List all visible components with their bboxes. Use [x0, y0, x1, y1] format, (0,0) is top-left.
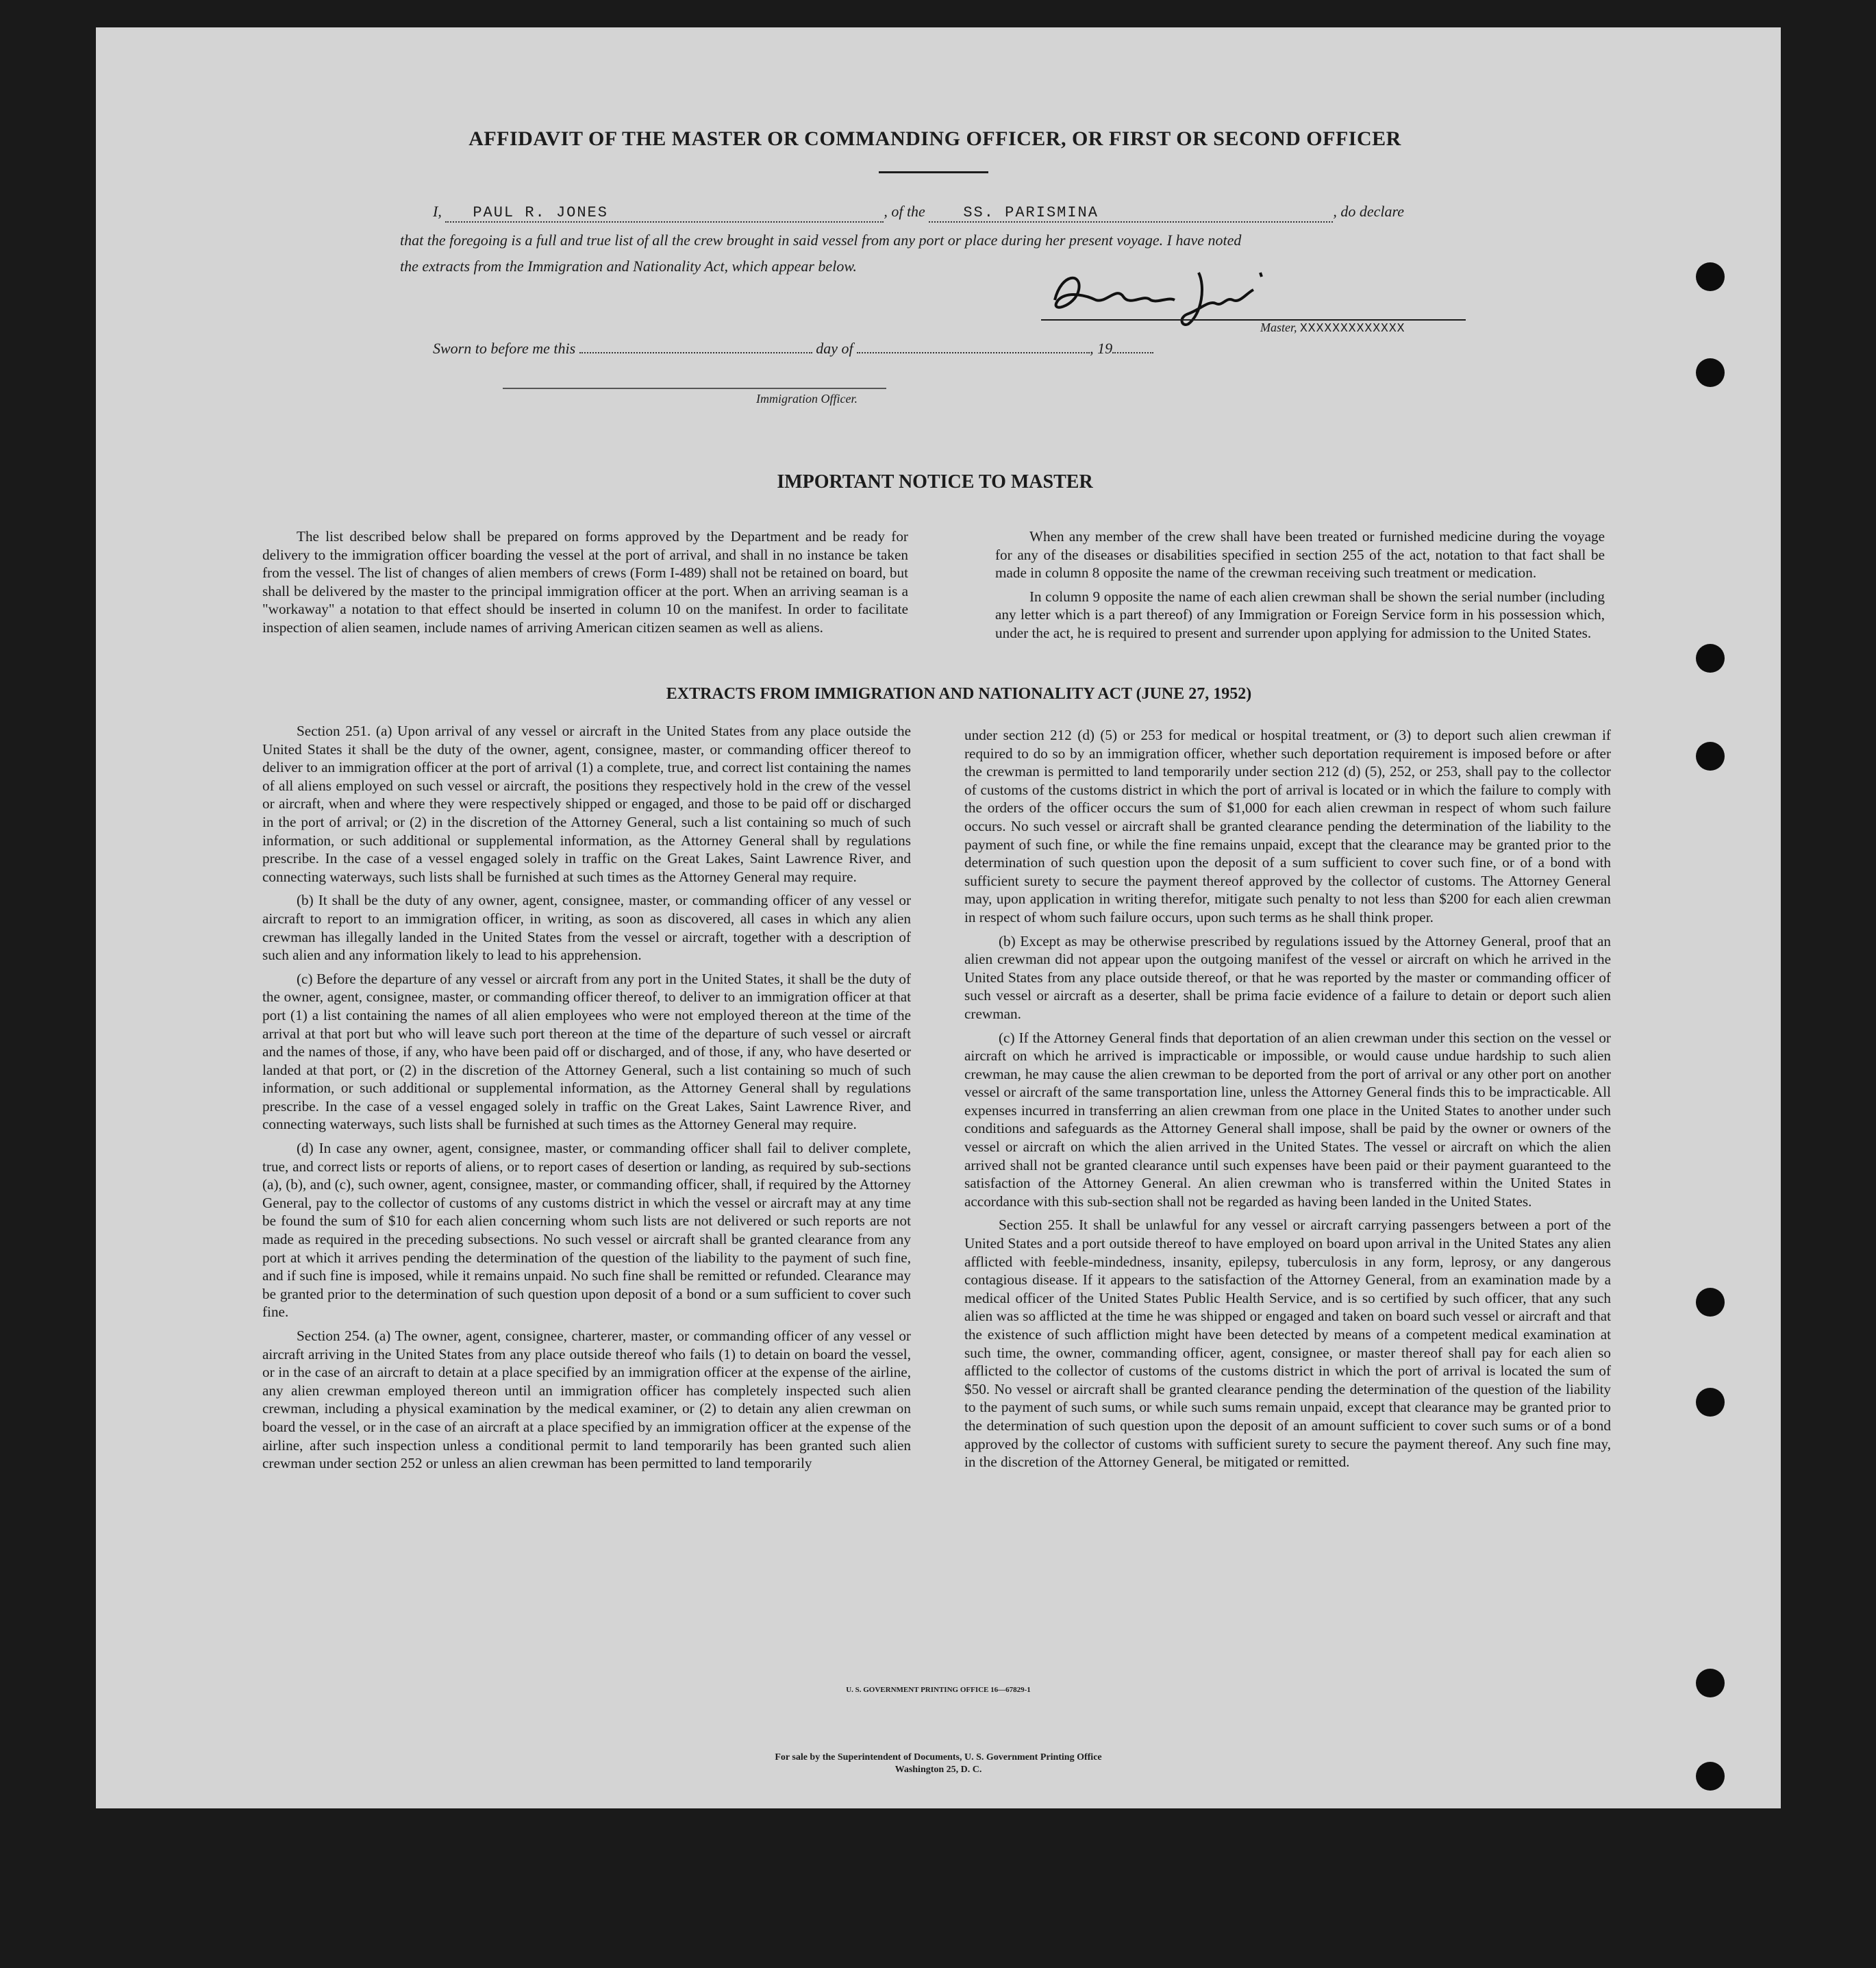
binder-hole: [1696, 358, 1725, 387]
year-label: , 19: [1090, 340, 1113, 357]
affidavit-title: AFFIDAVIT OF THE MASTER OR COMMANDING OFFICER, OR FIRST OR SECOND OFFICER: [468, 127, 1401, 150]
declaration-prefix: I,: [433, 203, 442, 220]
section-254-b: (b) Except as may be otherwise prescribed by regulations issued by the Attorney General, proof that an alien crewman did not appear upon the outgoing manifest of the vessel or aircraft on which he arrived in the United States from any place outside thereof, or that he was reported by the master or commanding officer of such vessel or aircraft as a deserter, shall be prima facie evidence of a failure to detain or deport such alien crewman.: [964, 932, 1611, 1022]
section-255: Section 255. It shall be unlawful for any vessel or aircraft carrying passengers between a port of the United States and a port outside thereof to have employed on board upon arrival in the United States any alien afflicted with feeble-mindedness, insanity, epilepsy, tuberculosis in any form, leprosy, or any dangerous contagious disease. If it appears to the satisfaction of the Attorney General, from an examination made by a medical officer of the United States Public Health Service, and is so certified by such officer, that any such alien was so afflicted at the time he was shipped or engaged and taken on board such vessel or aircraft and that the existence of such affliction might have been detected by means of a competent medical examination at such time, the owner, commanding officer, agent, consignee, or master thereof shall pay for each alien so afflicted to the collector of customs of the customs district in which the port of arrival is located the sum of $50. No vessel or aircraft shall be granted clearance pending the determination of the question of the liability to the payment of such sums, or while such sums remain unpaid, except that clearance may be granted prior to the determination of such question upon the deposit of an amount sufficient to cover such sums or of a bond approved by the collector of customs with sufficient surety to secure the payment thereof. Any such fine may, in the discretion of the Attorney General, be mitigated or remitted.: [964, 1217, 1611, 1471]
master-label: Master, XXXXXXXXXXXXX: [1260, 321, 1405, 336]
notice-right: [995, 527, 1605, 648]
gpo-imprint: U. S. GOVERNMENT PRINTING OFFICE 16—67829-1: [846, 1686, 1031, 1694]
binder-hole: [1696, 1288, 1725, 1317]
section-254-a: Section 254. (a) The owner, agent, consignee, charterer, master, or commanding officer of any vessel or aircraft arriving in the United States from any place outside thereof who fails (1) to detain on board the vessel, or in the case of an aircraft to detain at a place specified by an immigration officer at the expense of the airline, any alien crewman employed thereon until an immigration officer has completely inspected such alien crewman, including a physical examination by the medical examiner, or (2) to detain any alien crewman on board the vessel, or in the case of an aircraft at a place specified by an immigration officer at the expense of the airline, after such inspection unless a conditional permit to land temporarily has been granted such alien crewman under section 252 or unless an alien crewman has been permitted to land temporarily: [262, 1328, 911, 1472]
declaration-line-3: the extracts from the Immigration and Nationality Act, which appear below.: [400, 258, 857, 275]
binder-hole: [1696, 1669, 1725, 1697]
sworn-blank: [579, 352, 812, 353]
binder-hole: [1696, 262, 1725, 291]
extracts-left-column: [262, 722, 911, 1478]
declaration-line-2: that the foregoing is a full and true list of all the crew brought in said vessel from any port or place during her present voyage. I have noted: [400, 232, 1242, 249]
sale-notice-line-1: For sale by the Superintendent of Documents, U. S. Government Printing Office: [775, 1752, 1102, 1763]
of-the-label: , of the: [884, 203, 925, 220]
declaration-line-1: [433, 203, 1404, 223]
sale-notice-line-2: Washington 25, D. C.: [895, 1765, 982, 1775]
section-254-c: (c) If the Attorney General finds that deportation of an alien crewman under this section on the vessel or aircraft on which he arrived is impracticable or impossible, or would cause undue hardship to such alien crewman, he may cause the alien crewman to be deported from the port of arrival or any other port on another vessel or aircraft of the same transportation line, unless the Attorney General finds this to be impracticable. All expenses incurred in transferring an alien crewman from one place in the United States to another under such conditions and safeguards as the Attorney General shall impose, shall be paid by the owner or owners of the vessel or aircraft on which the alien arrived in the United States. The vessel or aircraft on which the alien arrived shall not be granted clearance until such expenses have been paid or their payment guaranteed to the satisfaction of the Attorney General. An alien crewman who is transferred within the United States in accordance with this sub-section shall not be regarded as having been landed in the United States.: [964, 1029, 1611, 1210]
section-251-a: Section 251. (a) Upon arrival of any vessel or aircraft in the United States from any place outside the United States it shall be the duty of the owner, agent, consignee, master, or commanding officer thereof to deliver to an immigration officer at the port of arrival (1) a complete, true, and correct list containing the names of all aliens employed on such vessel or aircraft, the positions they respectively hold in the crew of the vessel or aircraft, when and where they were respectively shipped or engaged, and those to be paid off or discharged in the port of arrival; or (2) in the discretion of the Attorney General, such a list containing so much of such information, or such additional or supplemental information, as the Attorney General shall by regulations prescribe. In the case of a vessel engaged solely in traffic on the Great Lakes, Saint Lawrence River, and connecting waterways, such lists shall be furnished at such times as the Attorney General may require.: [262, 723, 911, 885]
binder-hole: [1696, 1388, 1725, 1417]
notice-left: The list described below shall be prepared on forms approved by the Department and be ready for delivery to the immigration officer boarding the vessel at the port of arrival, and shall in no instance be taken from the vessel. The list of changes of alien members of crews (Form I-489) shall not be retained on board, but shall be delivered by the master to the principal immigration officer at the port. When an arriving seaman is a "workaway" a notation to that effect should be inserted in column 10 on the manifest. In order to facilitate inspection of alien seamen, include names of arriving American citizen seamen as well as aliens.: [262, 528, 908, 636]
declare-label: , do declare: [1333, 203, 1404, 220]
notice-right-para-2: In column 9 opposite the name of each alien crewman shall be shown the serial number (including any letter which is a part thereof) of any Immigration or Foreign Service form in his possession which, under the act, he is required to present and surrender upon applying for admission to the United States.: [995, 588, 1605, 641]
year-blank: [1112, 352, 1153, 353]
section-254-a-cont: under section 212 (d) (5) or 253 for medical or hospital treatment, or (3) to deport such alien crewman if required to do so by an immigration officer, whether such deportation requirement is imposed before or after the crewman is permitted to land temporarily under section 212 (d) (5), 252, or 253, shall pay to the collector of customs of the customs district in which the port of arrival is located or in which the failure to comply with the orders of the officer occurs the sum of $1,000 for each alien crewman in respect of whom such failure occurs. No such vessel or aircraft shall be granted clearance pending the determination of the liability to the payment of such fine, or while the fine remains unpaid, except that the clearance may be granted prior to the determination of such question upon the deposit of a sum sufficient to cover such fine, or of a bond with sufficient surety to secure the payment thereof approved by the collector of customs. The Attorney General may, upon application in writing therefor, mitigate such penalty to not less than $200 for each alien crewman in respect of whom such failure occurs, upon such terms as he shall think proper.: [964, 727, 1611, 925]
sworn-label: Sworn to before me this: [433, 340, 576, 357]
master-name: PAUL R. JONES: [445, 204, 884, 223]
notice-right-para-1: When any member of the crew shall have been treated or furnished medicine during the voyage for any of the diseases or disabilities specified in section 255 of the act, notation to that fact shall be made in column 8 opposite the name of the crewman receiving such treatment or medication.: [995, 528, 1605, 582]
sworn-line: [433, 340, 1153, 358]
vessel-name: SS. PARISMINA: [929, 204, 1333, 223]
section-251-b: (b) It shall be the duty of any owner, agent, consignee, master, or commanding officer of any vessel or aircraft to report to an immigration officer, in writing, as soon as discovered, all cases in which any alien crewman has illegally landed in the United States from the vessel or aircraft, together with a description of such alien and any information likely to lead to his apprehension.: [262, 892, 911, 964]
day-blank: [857, 352, 1090, 353]
notice-title: IMPORTANT NOTICE TO MASTER: [777, 471, 1093, 493]
officer-label: Immigration Officer.: [756, 392, 858, 406]
extracts-right-column: [964, 726, 1611, 1477]
title-rule: [879, 171, 988, 173]
extracts-title: EXTRACTS FROM IMMIGRATION AND NATIONALITY ACT (JUNE 27, 1952): [666, 685, 1252, 703]
section-251-c: (c) Before the departure of any vessel or aircraft from any port in the United States, it shall be the duty of the owner, agent, consignee, master, or commanding officer thereof, to deliver to an immigration officer at that port (1) a list containing the names of all alien employees who were not employed thereon at the time of the arrival at that port but who will leave such port thereon at the time of the departure of such vessel or aircraft and the names of those, if any, who have been paid off or discharged, and of those, if any, who have deserted or landed at that port, or (2) in the discretion of the Attorney General, such a list containing so much of such information, or such additional or supplemental information, as the Attorney General shall by regulations prescribe. In the case of a vessel engaged solely in traffic on the Great Lakes, Saint Lawrence River, and connecting waterways, such lists shall be furnished at such times as the Attorney General may require.: [262, 970, 911, 1133]
day-of-label: day of: [816, 340, 853, 357]
binder-hole: [1696, 742, 1725, 771]
binder-hole: [1696, 644, 1725, 673]
binder-hole: [1696, 1762, 1725, 1791]
section-251-d: (d) In case any owner, agent, consignee, master, or commanding officer shall fail to deliver complete, true, and correct lists or reports of aliens, or to report cases of desertion or landing, as required by sub-sections (a), (b), and (c), such owner, agent, consignee, master, or commanding officer, shall, if required by the Attorney General, pay to the collector of customs of any customs district in which the vessel or aircraft may at any time be found the sum of $10 for each alien concerning whom such lists are not delivered or such reports are not made as required in the preceding subsections. No such vessel or aircraft shall be granted clearance from any port at which it arrives pending the determination of the question of the liability to the payment of such fine, and if such fine is imposed, while it remains unpaid. No such fine shall be remitted or refunded. Clearance may be granted prior to the determination of such question upon deposit of a bond or a sum sufficient to cover such fine.: [262, 1140, 911, 1321]
master-signature: [1041, 259, 1288, 334]
officer-signature-line: [503, 388, 886, 389]
